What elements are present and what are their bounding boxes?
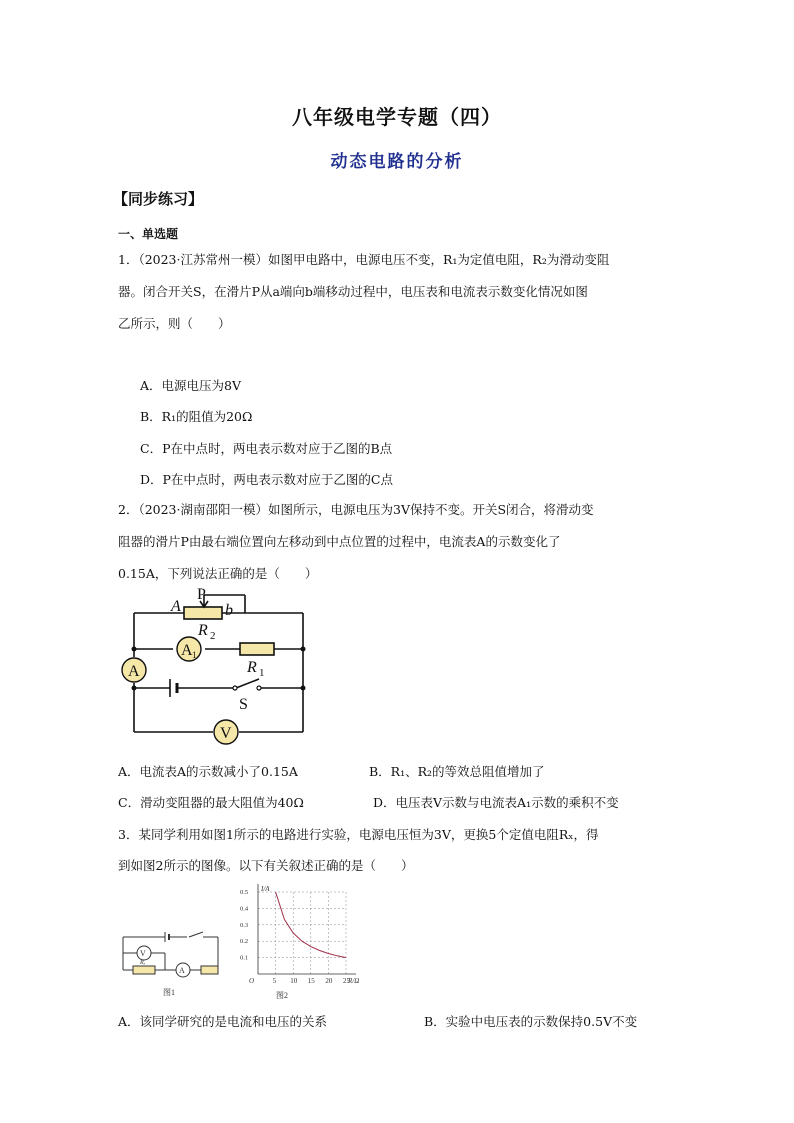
y-tick-label: 0.1 [240,954,249,962]
y-tick-label: 0.4 [240,905,249,913]
x-tick-label: 5 [272,977,277,985]
fig1-voltmeter-label: V [140,949,146,958]
q2-circuit-diagram [115,585,315,745]
page-subtitle: 动态电路的分析 [330,152,464,172]
page-title: 八年级电学专题（四） [292,105,502,129]
q1-option-a[interactable]: A．电源电压为8V [140,378,242,393]
x-tick-label: 10 [290,977,298,985]
svg-text:Rₓ: Rₓ [140,960,146,966]
label-r1-sub: 1 [259,667,265,679]
label-a1: A [181,642,193,659]
label-v: V [220,725,232,742]
chart-axes [258,884,356,974]
q2-line-3: 0.15A，下列说法正确的是（ ） [118,566,318,581]
q2-option-b[interactable]: B．R₁、R₂的等效总阻值增加了 [369,764,545,779]
label-s: S [239,696,248,713]
q1-option-b[interactable]: B．R₁的阻值为20Ω [140,409,253,424]
label-ammeter-a: A [128,663,140,680]
y-axis-label: I/A [261,885,270,893]
q2-option-c[interactable]: C．滑动变阻器的最大阻值为40Ω [118,795,304,810]
subsection-label: 一、单选题 [118,227,179,241]
origin-label: O [249,977,255,985]
q3-line-2: 到如图2所示的图像。以下有关叙述正确的是（ ） [118,858,414,873]
x-tick-label: 15 [307,977,315,985]
q1-option-c[interactable]: C．P在中点时，两电表示数对应于乙图的B点 [140,441,393,456]
section-label: 【同步练习】 [113,190,204,208]
fig1-ammeter-label: A [179,966,185,975]
fig2-caption: 图2 [276,991,288,1000]
q1-option-d[interactable]: D．P在中点时，两电表示数对应于乙图的C点 [140,472,393,487]
q2-line-2: 阻器的滑片P由最右端位置向左移动到中点位置的过程中，电流表A的示数变化了 [118,534,561,549]
x-axis-label: R/Ω [348,977,360,985]
q2-option-a[interactable]: A．电流表A的示数减小了0.15A [118,764,298,779]
x-tick-label: 20 [325,977,333,985]
q3-figure-1-circuit [115,925,225,1000]
label-b: b [225,602,233,619]
q3-figure-2-chart [238,882,368,1000]
q3-option-b[interactable]: B．实验中电压表的示数保持0.5V不变 [424,1014,638,1029]
y-tick-label: 0.2 [240,938,249,946]
label-r1: R [247,659,257,676]
q3-option-a[interactable]: A．该同学研究的是电流和电压的关系 [118,1014,328,1029]
q3-line-1: 3．某同学利用如图1所示的电路进行实验，电源电压恒为3V，更换5个定值电阻Rₓ，得 [118,827,599,842]
y-tick-label: 0.5 [240,889,249,896]
x-tick-label: 25 [343,977,350,985]
y-tick-label: 0.3 [240,921,249,929]
q1-line-3: 乙所示，则（ ） [118,316,231,331]
chart-grid [258,892,346,974]
q2-line-1: 2．（2023·湖南邵阳一模）如图所示，电源电压为3V保持不变。开关S闭合，将滑动变 [118,502,594,517]
q1-line-2: 器。闭合开关S，在滑片P从a端向b端移动过程中，电压表和电流表示数变化情况如图 [118,284,588,299]
q1-line-1: 1．（2023·江苏常州一模）如图甲电路中，电源电压不变，R₁为定值电阻，R₂为滑动变阻 [118,252,610,267]
label-p: P [197,586,206,603]
label-r2-sub: 2 [210,630,216,642]
fig1-caption: 图1 [163,988,175,997]
label-a: A [171,598,181,615]
q2-option-d[interactable]: D．电压表V示数与电流表A₁示数的乘积不变 [373,795,619,810]
label-r2: R [198,622,208,639]
label-a1-sub: 1 [192,650,197,660]
